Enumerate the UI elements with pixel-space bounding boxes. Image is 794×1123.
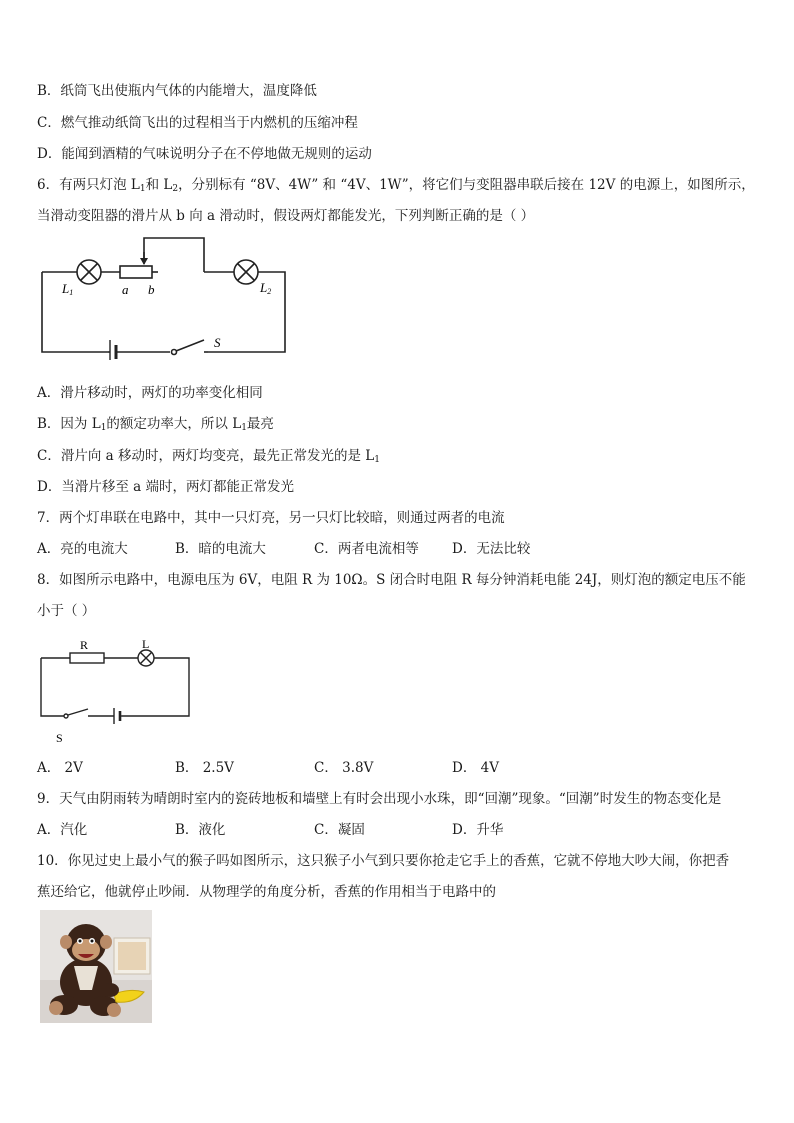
- label-l2: L2: [260, 280, 272, 296]
- q8-option-a: A． 2V: [37, 760, 83, 776]
- q7-option-d: D．无法比较: [452, 541, 531, 557]
- q9-option-c: C．凝固: [314, 822, 365, 838]
- q7-option-b: B．暗的电流大: [175, 541, 266, 557]
- rheostat-icon: [120, 266, 152, 278]
- q6-stem-line2: 当滑动变阻器的滑片从 b 向 a 滑动时，假设两灯都能发光，下列判断正确的是（ ）: [37, 208, 535, 224]
- q8-stem-line1: 8．如图所示电路中，电源电压为 6V，电阻 R 为 10Ω。S 闭合时电阻 R 每分钟消耗电能 24J，则灯泡的额定电压不能: [37, 572, 746, 588]
- q6-option-d: D．当滑片移至 a 端时，两灯都能正常发光: [37, 479, 294, 495]
- q6-option-c: C．滑片向 a 移动时，两灯均变亮，最先正常发光的是 $L_1$: [37, 448, 380, 465]
- label-l: L: [142, 637, 150, 651]
- q6-option-a: A．滑片移动时，两灯的功率变化相同: [37, 385, 263, 401]
- q6-option-b: B．因为 $L_1$的额定功率大，所以 $L_1$最亮: [37, 416, 274, 433]
- q8-option-d: D． 4V: [452, 760, 499, 776]
- q10-stem-line2: 蕉还给它，他就停止吵闹．从物理学的角度分析，香蕉的作用相当于电路中的: [37, 884, 496, 900]
- q5-option-c: C．燃气推动纸筒飞出的过程相当于内燃机的压缩冲程: [37, 115, 358, 131]
- label-s: S: [214, 335, 221, 350]
- q9-option-a: A．汽化: [37, 822, 88, 838]
- q7-stem: 7．两个灯串联在电路中，其中一只灯亮，另一只灯比较暗，则通过两者的电流: [37, 510, 505, 526]
- label-s: S: [56, 731, 63, 745]
- q6-stem-line1: 6．有两只灯泡 $L_1$和 $L_2$，分别标有 “8V、4W” 和 “4V、1W”，将它们与变阻器串联后接在 12V 的电源上，如图所示，: [37, 177, 755, 194]
- resistor-icon: [70, 653, 104, 663]
- label-b: b: [148, 282, 155, 297]
- monkey-toy-photo: [40, 910, 152, 1023]
- q8-option-c: C． 3.8V: [314, 760, 374, 776]
- q9-option-b: B．液化: [175, 822, 226, 838]
- q8-stem-line2: 小于（ ）: [37, 603, 96, 619]
- q5-option-b: B．纸筒飞出使瓶内气体的内能增大，温度降低: [37, 83, 317, 99]
- q9-stem: 9．天气由阴雨转为晴朗时室内的瓷砖地板和墙壁上有时会出现小水珠，即“回潮”现象。“回潮”时发生的物态变化是: [37, 791, 722, 807]
- label-l1: L1: [62, 281, 74, 297]
- q10-stem-line1: 10．你见过史上最小气的猴子吗如图所示，这只猴子小气到只要你抢走它手上的香蕉，它就不停地大吵大闹，你把香: [37, 853, 730, 869]
- q5-option-d: D．能闻到酒精的气味说明分子在不停地做无规则的运动: [37, 146, 372, 162]
- q9-option-d: D．升华: [452, 822, 504, 838]
- q8-option-b: B． 2.5V: [175, 760, 234, 776]
- label-a: a: [122, 282, 129, 297]
- q7-option-c: C．两者电流相等: [314, 541, 419, 557]
- q8-circuit-diagram: [38, 636, 194, 748]
- label-r: R: [80, 638, 89, 652]
- q6-circuit-diagram: [38, 232, 290, 360]
- q7-option-a: A．亮的电流大: [37, 541, 128, 557]
